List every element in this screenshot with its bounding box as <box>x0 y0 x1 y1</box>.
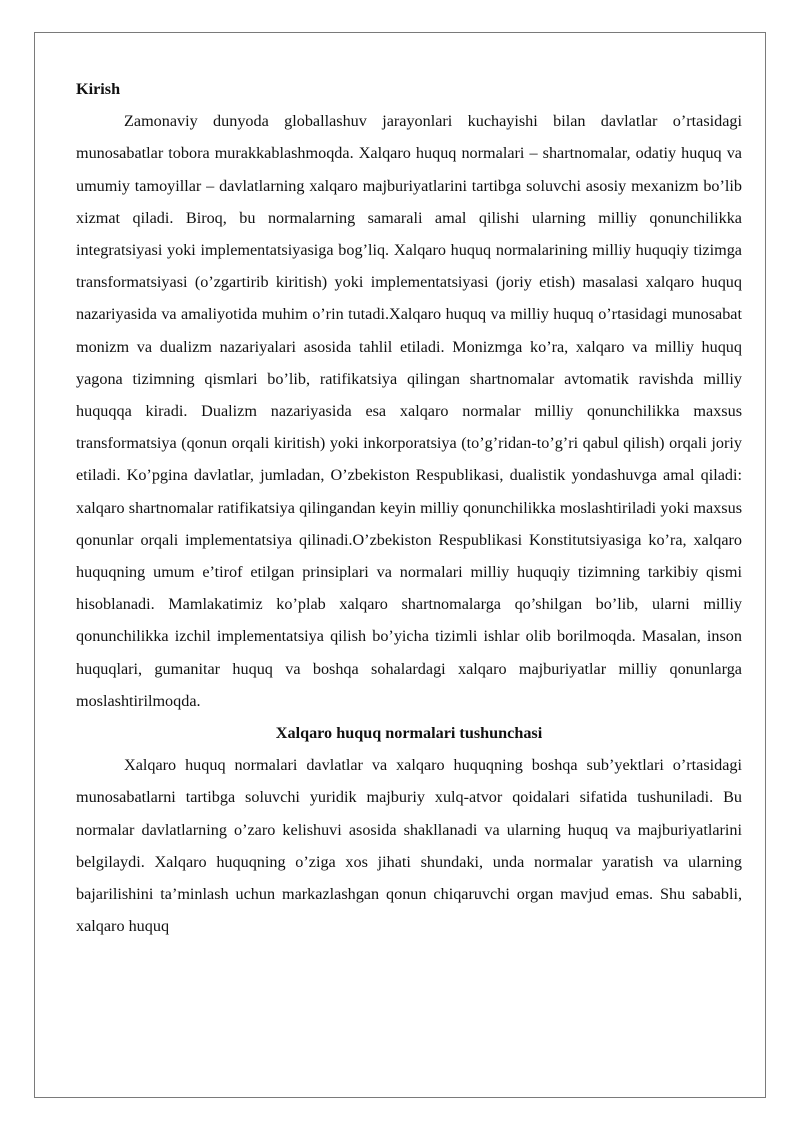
intro-paragraph: Zamonaviy dunyoda globallashuv jarayonlari kuchayishi bilan davlatlar o’rtasidagi munosabatlar tobora murakkablashmoqda. Xalqaro huquq normalari – shartnomalar, odatiy huquq va umumiy tamoyillar – davlatlarning xalqaro majburiyatlarini tartibga soluvchi asosiy mexanizm bo’lib xizmat qiladi. Biroq, bu normalarning samarali amal qilishi ularning milliy qonunchilikka integratsiyasi yoki implementatsiyasiga bog’liq. Xalqaro huquq normalarining milliy huquqiy tizimga transformatsiyasi (o’zgartirib kiritish) yoki implementatsiyasi (joriy etish) masalasi xalqaro huquq nazariyasida va amaliyotida muhim o’rin tutadi.Xalqaro huquq va milliy huquq o’rtasidagi munosabat monizm va dualizm nazariyalari asosida tahlil etiladi. Monizmga ko’ra, xalqaro va milliy huquq yagona tizimning qismlari bo’lib, ratifikatsiya qilingan shartnomalar avtomatik ravishda milliy huquqqa kiradi. Dualizm nazariyasida esa xalqaro normalar milliy qonunchilikka maxsus transformatsiya (qonun orqali kiritish) yoki inkorporatsiya (to’g’ridan-to’g’ri qabul qilish) orqali joriy etiladi. Ko’pgina davlatlar, jumladan, O’zbekiston Respublikasi, dualistik yondashuvga amal qiladi: xalqaro shartnomalar ratifikatsiya qilingandan keyin milliy qonunchilikka moslashtiriladi yoki maxsus qonunlar orqali implementatsiya qilinadi.O’zbekiston Respublikasi Konstitutsiyasiga ko’ra, xalqaro huquqning umum e’tirof etilgan prinsiplari va normalari milliy huquqiy tizimning tarkibiy qismi hisoblanadi. Mamlakatimiz ko’plab xalqaro shartnomalarga qo’shilgan bo’lib, ularni milliy qonunchilikka izchil implementatsiya qilish bo’yicha tizimli ishlar olib borilmoqda. Masalan, inson huquqlari, gumanitar huquq va boshqa sohalardagi xalqaro majburiyatlar milliy qonunlarga moslashtirilmoqda. <box>76 112 742 710</box>
document-body <box>76 73 742 942</box>
section-heading: Xalqaro huquq normalari tushunchasi <box>275 724 543 743</box>
section-paragraph: Xalqaro huquq normalari davlatlar va xalqaro huquqning boshqa sub’yektlari o’rtasidagi munosabatlarni tartibga soluvchi yuridik majburiy xulq-atvor qoidalari sifatida tushuniladi. Bu normalar davlatlarning o’zaro kelishuvi asosida shakllanadi va ularning huquq va majburiyatlarini belgilaydi. Xalqaro huquqning o’ziga xos jihati shundaki, unda normalar yaratish va ularning bajarilishini ta’minlash uchun markazlashgan qonun chiqaruvchi organ mavjud emas. Shu sababli, xalqaro huquq <box>76 756 742 936</box>
intro-heading: Kirish <box>76 80 121 98</box>
